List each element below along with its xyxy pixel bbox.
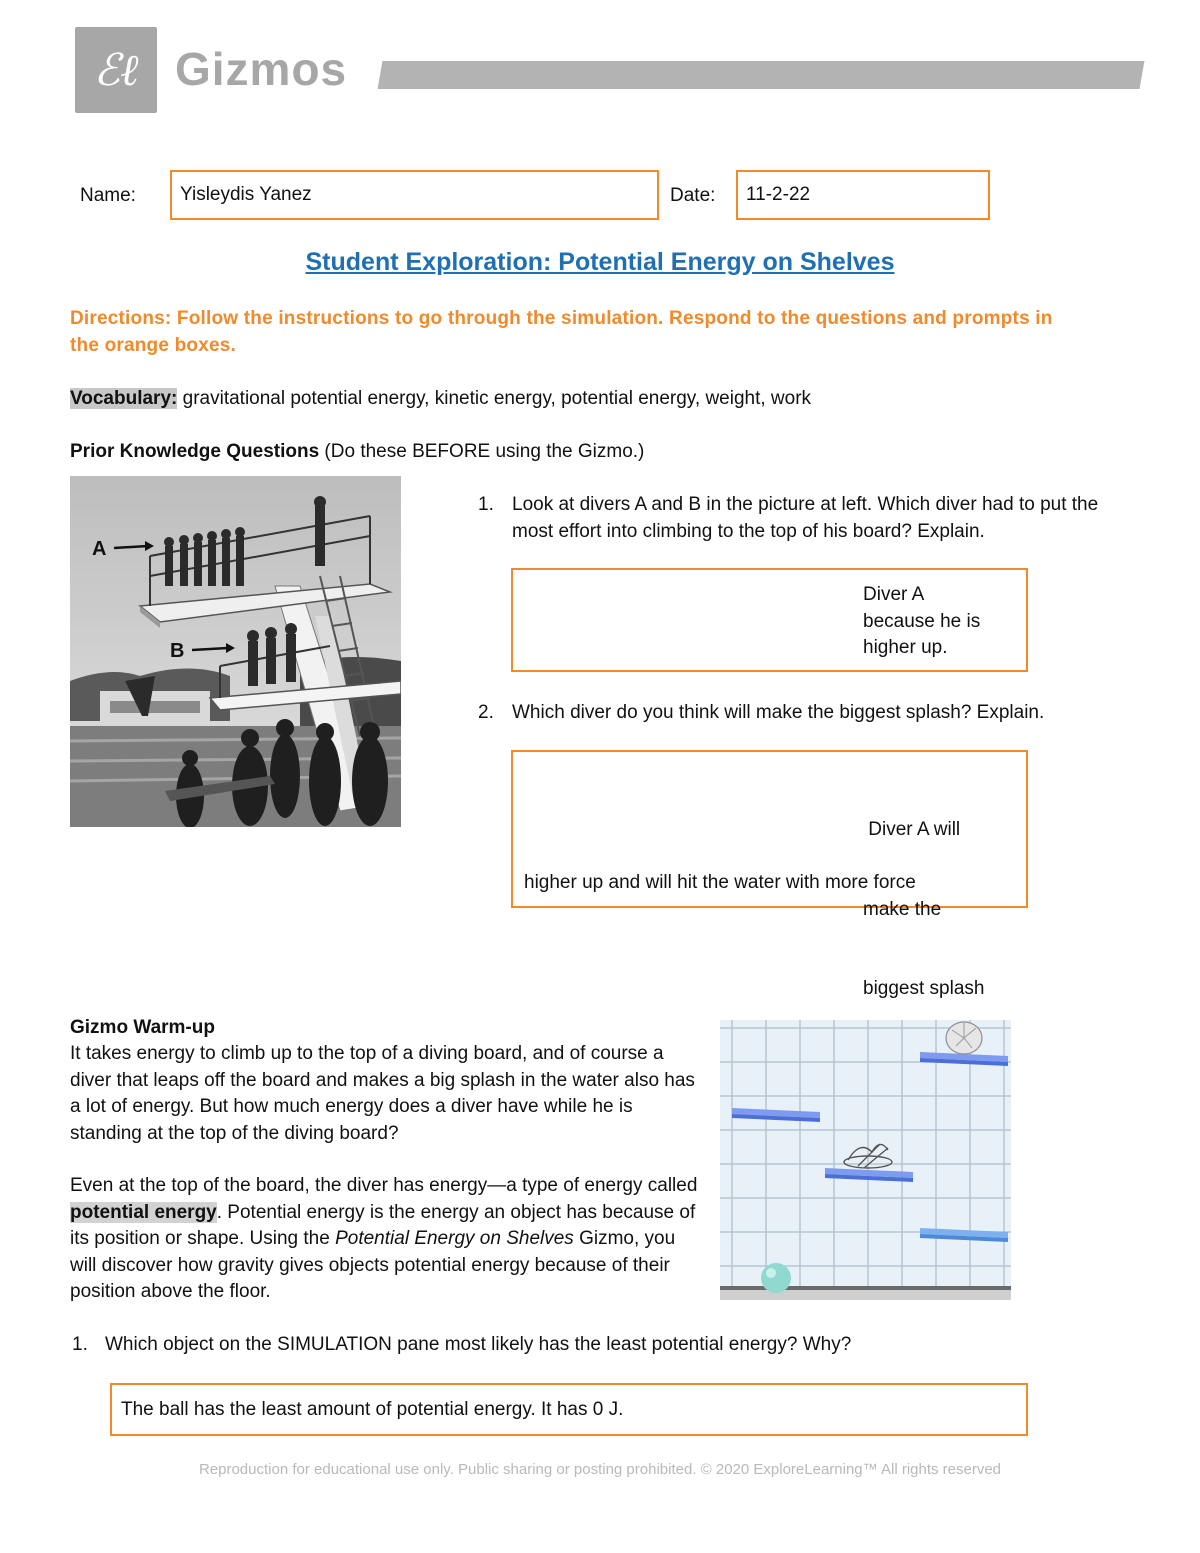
gizmos-logo	[75, 27, 157, 113]
directions: Directions: Follow the instructions to go through the simulation. Respond to the questions and prompts in the orange boxes.	[70, 308, 1053, 356]
gizmo-name: Potential Energy on Shelves	[335, 1228, 574, 1249]
date-label: Date:	[670, 185, 716, 206]
paper-wad-icon	[946, 1022, 982, 1054]
date-value: 11-2-22	[746, 184, 811, 205]
q1-answer	[863, 582, 1023, 662]
q2-answer-box[interactable]	[511, 750, 1028, 999]
warmup-p2-a: Even at the top of the board, the diver has energy—a type of energy called	[70, 1175, 698, 1196]
potential-energy-term: potential energy	[70, 1201, 217, 1223]
warmup-q1-answer: The ball has the least amount of potential energy. It has 0 J.	[121, 1399, 624, 1420]
warmup-heading: Gizmo Warm-up	[70, 1017, 215, 1038]
diver-b-label: B	[170, 640, 185, 662]
logo-glyph: ℰℓ	[93, 45, 139, 95]
diving-board-photo	[70, 476, 401, 827]
prior-knowledge-title: Prior Knowledge Questions	[70, 441, 320, 462]
q2-number: 2.	[478, 702, 494, 723]
q1-answer-line: because he is	[863, 610, 981, 632]
diving-board-illustration	[70, 476, 401, 827]
prior-knowledge-heading	[70, 438, 1130, 465]
name-label: Name:	[80, 185, 136, 206]
simulation-pane	[720, 1020, 1011, 1300]
date-field[interactable]	[736, 170, 990, 220]
warmup-p2-c: Gizmo, you will discover how gravity gives objects potential energy because of their position above the floor.	[70, 1228, 676, 1302]
ball-icon	[761, 1263, 791, 1293]
vocabulary-label: Vocabulary:	[70, 388, 178, 409]
q1-answer-line: higher up.	[863, 637, 948, 658]
footer-copyright: Reproduction for educational use only. Public sharing or posting prohibited. © 2020 ExploreLearning™ All rights reserved	[198, 1461, 1002, 1478]
warmup-q1-answer-box[interactable]	[110, 1383, 1028, 1436]
vocabulary	[70, 385, 1130, 412]
q1-answer-box[interactable]	[511, 568, 1028, 672]
warmup-q1-text: Which object on the SIMULATION pane most likely has the least potential energy? Why?	[105, 1334, 852, 1355]
diver-a-label: A	[92, 538, 107, 560]
name-field[interactable]	[170, 170, 659, 220]
q1-answer-line: Diver A	[863, 584, 925, 605]
q2-answer-line: biggest splash	[863, 978, 985, 999]
simulation-illustration	[720, 1020, 1011, 1300]
name-value: Yisleydis Yanez	[180, 184, 312, 205]
warmup-paragraph-2	[70, 1173, 705, 1306]
brand-name: Gizmos	[175, 43, 348, 95]
page-title: Student Exploration: Potential Energy on Shelves	[305, 248, 895, 276]
prior-knowledge-note: (Do these BEFORE using the Gizmo.)	[319, 441, 645, 462]
warmup-p2-b: . Potential energy is the energy an object has because of its position or shape. Using the	[70, 1201, 696, 1249]
warmup-paragraph-1: It takes energy to climb up to the top of a diving board, and of course a diver that leaps off the board and makes a big splash in the water also has a lot of energy. But how much energy does a diver have while he is standing at the top of the diving board?	[70, 1043, 695, 1144]
q2-answer-line: Diver A will	[863, 819, 961, 840]
q1-text: Look at divers A and B in the picture at left. Which diver had to put the most effort into climbing to the top of his board? Explain.	[512, 494, 1099, 542]
q2-answer-last: higher up and will hit the water with more force	[524, 872, 916, 893]
warmup-q1-number: 1.	[72, 1334, 88, 1355]
header-bar	[378, 61, 1145, 89]
q2-text: Which diver do you think will make the biggest splash? Explain.	[512, 702, 1045, 723]
vocabulary-terms: gravitational potential energy, kinetic energy, potential energy, weight, work	[177, 388, 812, 409]
q2-answer-line: make the	[863, 898, 942, 920]
q1-number: 1.	[478, 494, 494, 515]
